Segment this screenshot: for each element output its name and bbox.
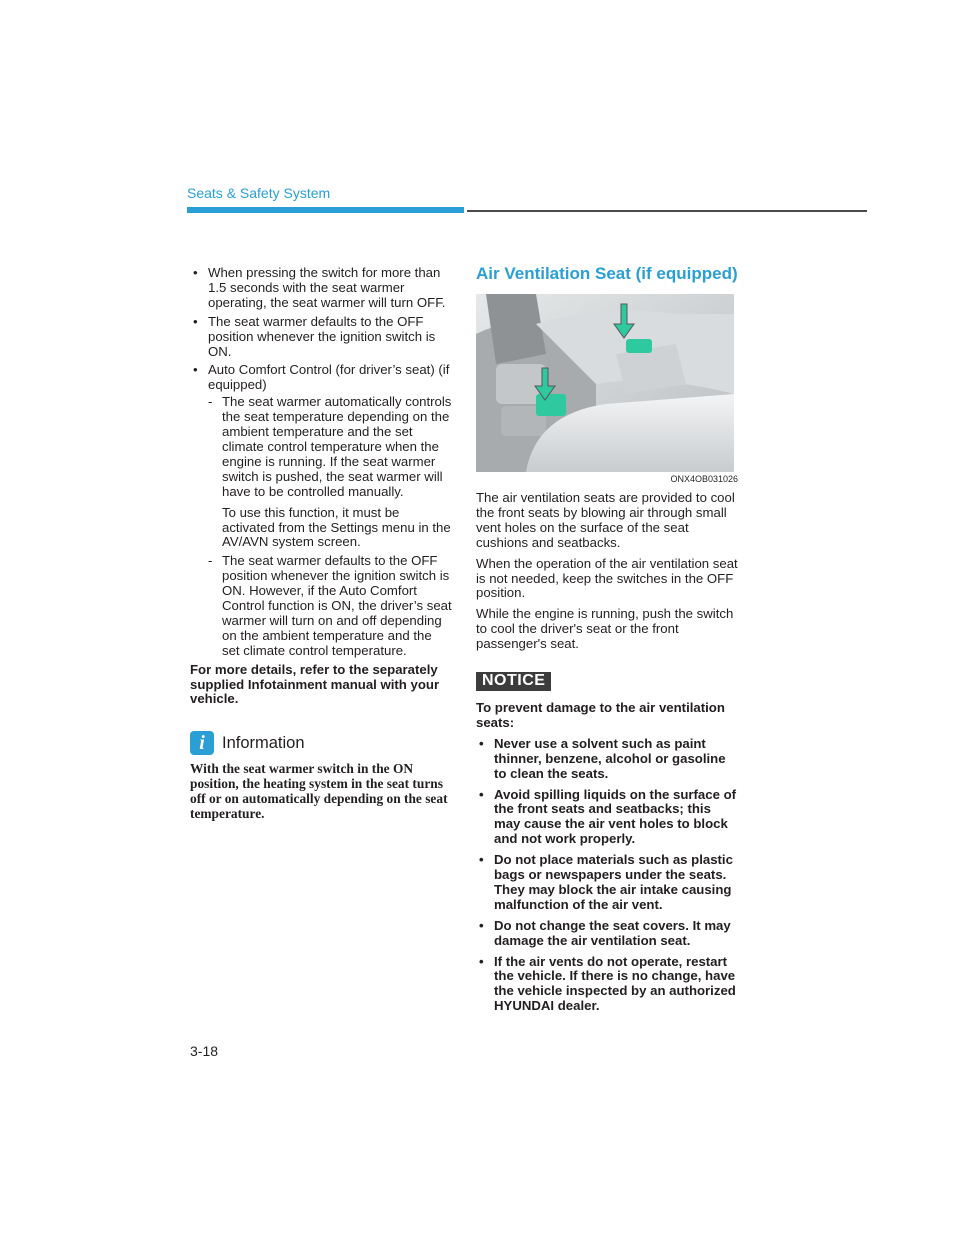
notice-list [476,737,738,1014]
list-item-text: Auto Comfort Control (for driver’s seat) (if equipped) [208,362,450,393]
sub-item-note: To use this function, it must be activated from the Settings menu in the AV/AVN system screen. [222,504,451,550]
notice-badge: NOTICE [476,672,551,691]
section-heading: Air Ventilation Seat (if equipped) [476,264,738,283]
list-item: • When pressing the switch for more than 1.5 seconds with the seat warmer operating, the seat warmer will turn OFF. [190,266,452,311]
sub-list-item [208,395,452,550]
list-item: • Avoid spilling liquids on the surface of the front seats and seatbacks; this may cause the air vent holes to block and not work properly. [476,788,738,848]
image-caption: ONX4OB031026 [670,474,738,484]
paragraph: While the engine is running, push the switch to cool the driver's seat or the front passenger's seat. [476,606,734,652]
sub-list-item: - The seat warmer defaults to the OFF position whenever the ignition switch is ON. However, if the Auto Comfort Control function is ON, the driver’s seat warmer will turn on and off depending on the ambient temperature and the set climate control temperature. [208,554,452,658]
info-icon: i [190,731,214,755]
information-title: Information [222,733,305,752]
information-body: With the seat warmer switch in the ON position, the heating system in the seat turns off or on automatically depending on the seat temperature. [190,761,448,822]
list-item: • If the air vents do not operate, restart the vehicle. If there is no change, have the vehicle inspected by an authorized HYUNDAI dealer. [476,955,738,1015]
notice-intro: To prevent damage to the air ventilation seats: [476,699,725,730]
list-item: • Do not change the seat covers. It may damage the air ventilation seat. [476,919,738,949]
details-note: For more details, refer to the separately supplied Infotainment manual with your vehicle. [190,661,440,707]
sub-list [208,395,452,658]
header-rule-accent [187,207,464,213]
information-header [190,731,452,755]
right-column [476,264,738,1020]
header-rule [467,210,867,212]
warmer-bullet-list [190,266,452,659]
sub-item-text: The seat warmer automatically controls the seat temperature depending on the ambient temperature and the set climate control temperature when the engine is running. If the seat warmer switch is pushed, the seat warmer will have to be controlled manually. [222,394,452,499]
list-item [190,363,452,658]
notice-body [476,701,738,1014]
list-item: • Never use a solvent such as paint thinner, benzene, alcohol or gasoline to clean the seats. [476,737,738,782]
paragraph: When the operation of the air ventilation seat is not needed, keep the switches in the OFF position. [476,555,738,601]
front-switch [626,339,652,353]
section-title: Seats & Safety System [187,185,331,201]
list-item: • Do not place materials such as plastic bags or newspapers under the seats. They may block the air intake causing malfunction of the air vent. [476,853,738,913]
page-number: 3-18 [190,1043,219,1059]
driver-switch [536,394,566,416]
seat-switch-photo [476,294,734,472]
left-column [190,266,452,821]
list-item: • The seat warmer defaults to the OFF position whenever the ignition switch is ON. [190,315,452,360]
console-illustration [476,294,734,472]
paragraph: The air ventilation seats are provided to cool the front seats by blowing air through small vent holes on the surface of the seat cushions and seatbacks. [476,490,735,550]
